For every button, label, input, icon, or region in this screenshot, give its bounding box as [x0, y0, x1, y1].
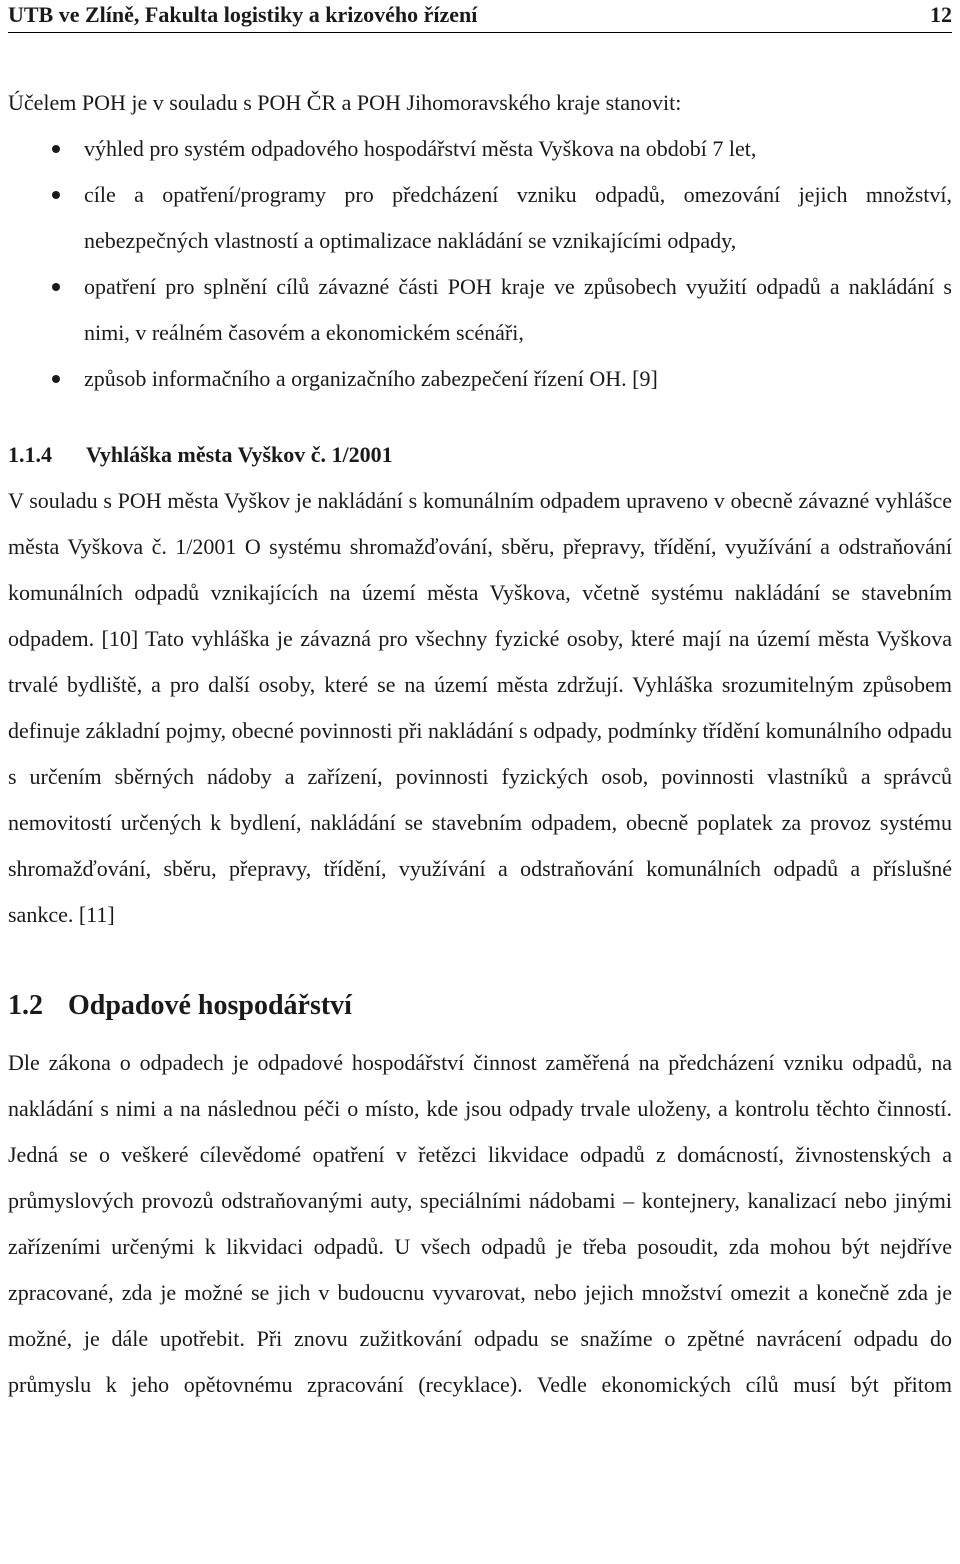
list-item-text: cíle a opatření/programy pro předcházení vzniku odpadů, omezování jejich množství, nebezpečných vlastností a optimalizace nakládání se vznikajícími odpady,: [84, 182, 952, 253]
bullet-list: [8, 126, 952, 402]
section-1-1-4-paragraph: V souladu s POH města Vyškov je nakládání s komunálním odpadem upraveno v obecně závazné vyhlášce města Vyškova č. 1/2001 O systému shromažďování, sběru, přepravy, třídění, využívání a odstraňování komunálních odpadů vznikajících na území města Vyškova, včetně systému nakládání se stavebním odpadem. [10] Tato vyhláška je závazná pro všechny fyzické osoby, které mají na území města Vyškova trvalé bydliště, a pro další osoby, které se na území města zdržují. Vyhláška srozumitelným způsobem definuje základní pojmy, obecné povinnosti při nakládání s odpady, podmínky třídění komunálního odpadu s určením sběrných nádoby a zařízení, povinnosti fyzických osob, povinnosti vlastníků a správců nemovitostí určených k bydlení, nakládání se stavebním odpadem, obecně poplatek za provoz systému shromažďování, sběru, přepravy, třídění, využívání a odstraňování komunálních odpadů a příslušné sankce. [11]: [8, 488, 952, 927]
page-header: [8, 0, 952, 33]
section-number: 1.1.4: [8, 442, 52, 467]
bullet-icon: [52, 191, 60, 199]
section-title: Odpadové hospodářství: [68, 990, 352, 1021]
list-item: [8, 172, 952, 264]
list-item: [8, 356, 952, 402]
section-number: 1.2: [8, 990, 43, 1021]
bullet-icon: [52, 375, 60, 383]
bullet-icon: [52, 283, 60, 291]
header-title: UTB ve Zlíně, Fakulta logistiky a krizového řízení: [8, 2, 478, 27]
list-item-text: výhled pro systém odpadového hospodářství města Vyškova na období 7 let,: [84, 136, 757, 161]
list-item-text: způsob informačního a organizačního zabezpečení řízení OH. [9]: [84, 366, 658, 391]
section-heading-1-1-4: [8, 432, 952, 478]
section-1-2-paragraph: Dle zákona o odpadech je odpadové hospodářství činnost zaměřená na předcházení vzniku odpadů, na nakládání s nimi a na následnou péči o místo, kde jsou odpady trvale uloženy, a kontrolu těchto činností. Jedná se o veškeré cílevědomé opatření v řetězci likvidace odpadů z domácností, živnostenských a průmyslových provozů odstraňovanými auty, speciálními nádobami – kontejnery, kanalizací nebo jinými zařízeními určenými k likvidaci odpadů. U všech odpadů je třeba posoudit, zda mohou být nejdříve zpracované, zda je možné se jich v budoucnu vyvarovat, nebo jejich množství omezit a konečně zda je možné, je dále upotřebit. Při znovu zužitkování odpadu se snažíme o zpětné navrácení odpadu do průmyslu k jeho opětovnému zpracování (recyklace). Vedle ekonomických cílů musí být přitom: [8, 1050, 952, 1397]
page-number: 12: [930, 2, 952, 27]
intro-paragraph: Účelem POH je v souladu s POH ČR a POH Jihomoravského kraje stanovit:: [8, 90, 682, 115]
list-item: [8, 264, 952, 356]
list-item-text: opatření pro splnění cílů závazné části POH kraje ve způsobech využití odpadů a nakládání s nimi, v reálném časovém a ekonomickém scénáři,: [84, 274, 952, 345]
section-heading-1-2: [8, 980, 952, 1032]
document-body: [8, 80, 952, 1408]
list-item: [8, 126, 952, 172]
section-title: Vyhláška města Vyškov č. 1/2001: [86, 442, 393, 467]
bullet-icon: [52, 145, 60, 153]
